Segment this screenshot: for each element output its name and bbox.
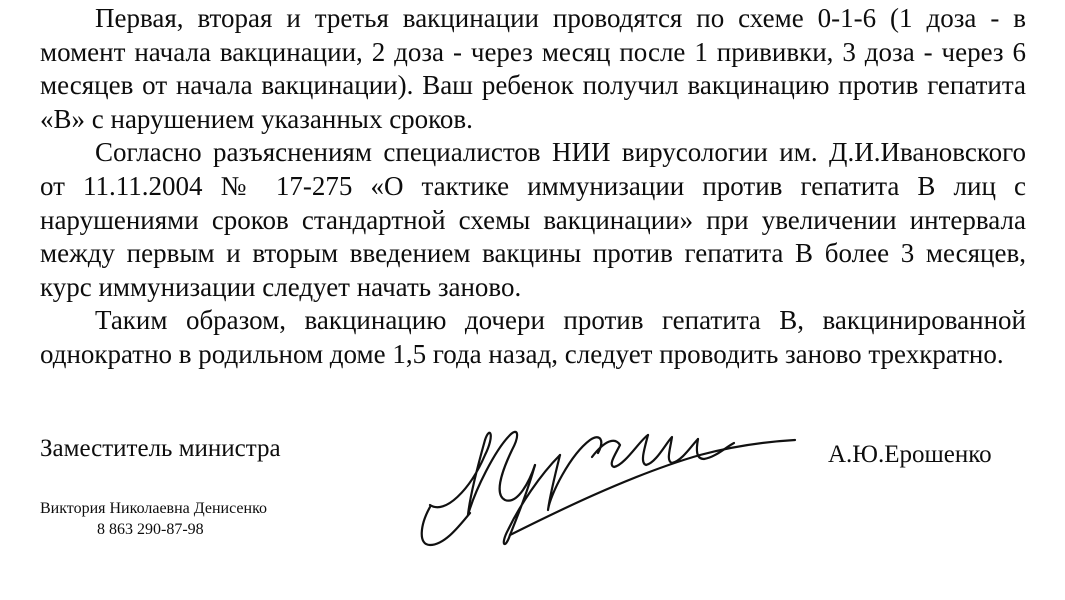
- executor-phone: 8 863 290-87-98: [97, 521, 204, 538]
- signatory-name: А.Ю.Ерошенко: [828, 441, 992, 468]
- signatory-title: Заместитель министра: [40, 435, 281, 462]
- executor-name: Виктория Николаевна Денисенко: [40, 500, 268, 517]
- handwritten-signature: [400, 395, 820, 595]
- paragraph-vaccination-schedule: Первая, вторая и третья вакцинации проводятся по схеме 0-1-6 (1 доза - в момент начала вакцинации, 2 доза - через месяц после 1 прививки, 3 доза - через 6 месяцев от начала вакцинации). Ваш ребенок получил вакцинацию против гепатита «В» с нарушением указанных сроков.: [40, 3, 1026, 134]
- letter-body: [40, 2, 1026, 372]
- paragraph-institute-clarification: Согласно разъяснениям специалистов НИИ вирусологии им. Д.И.Ивановского от 11.11.2004 № 17-275 «О тактике иммунизации против гепатита В лиц с нарушениями сроков стандартной схемы вакцинации» при увеличении интервала между первым и вторым введением вакцины против гепатита В более 3 месяцев, курс иммунизации следует начать заново.: [40, 137, 1026, 302]
- paragraph-conclusion: Таким образом, вакцинацию дочери против гепатита В, вакцинированной однократно в родильном доме 1,5 года назад, следует проводить заново трехкратно.: [40, 305, 1026, 369]
